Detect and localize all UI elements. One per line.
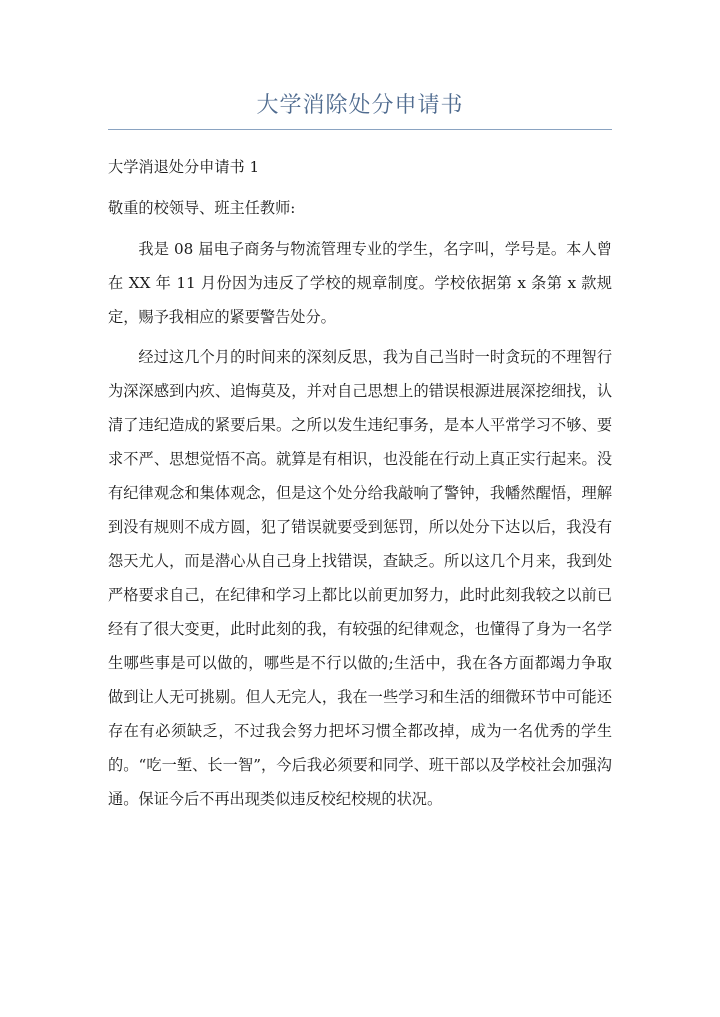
document-body [108,150,612,822]
paragraph-1: 我是 08 届电子商务与物流管理专业的学生，名字叫，学号是。本人曾在 XX 年 11 月份因为违反了学校的规章制度。学校依据第 x 条第 x 款规定，赐予我相应的紧要警告处分。 [108,240,612,326]
paragraph-2: 经过这几个月的时间来的深刻反思，我为自己当时一时贪玩的不理智行为深深感到内疚、追悔莫及，并对自己思想上的错误根源进展深挖细找，认清了违纪造成的紧要后果。之所以发生违纪事务，是本人平常学习不够、要求不严、思想觉悟不高。就算是有相识，也没能在行动上真正实行起来。没有纪律观念和集体观念，但是这个处分给我敲响了警钟，我幡然醒悟，理解到没有规则不成方圆，犯了错误就要受到惩罚，所以处分下达以后，我没有怨天尤人，而是潜心从自己身上找错误，查缺乏。所以这几个月来，我到处严格要求自己，在纪律和学习上都比以前更加努力，此时此刻我较之以前已经有了很大变更，此时此刻的我，有较强的纪律观念，也懂得了身为一名学生哪些事是可以做的，哪些是不行以做的;生活中，我在各方面都竭力争取做到让人无可挑剔。但人无完人，我在一些学习和生活的细微环节中可能还存在有必须缺乏，不过我会努力把坏习惯全都改掉，成为一名优秀的学生的。“吃一堑、长一智”，今后我必须要和同学、班干部以及学校社会加强沟通。保证今后不再出现类似违反校纪校规的状况。 [108,348,612,808]
document-title: 大学消除处分申请书 [256,93,464,118]
title-divider [108,129,612,130]
document-subtitle: 大学消退处分申请书 1 [108,158,260,176]
salutation: 敬重的校领导、班主任教师: [108,199,296,217]
